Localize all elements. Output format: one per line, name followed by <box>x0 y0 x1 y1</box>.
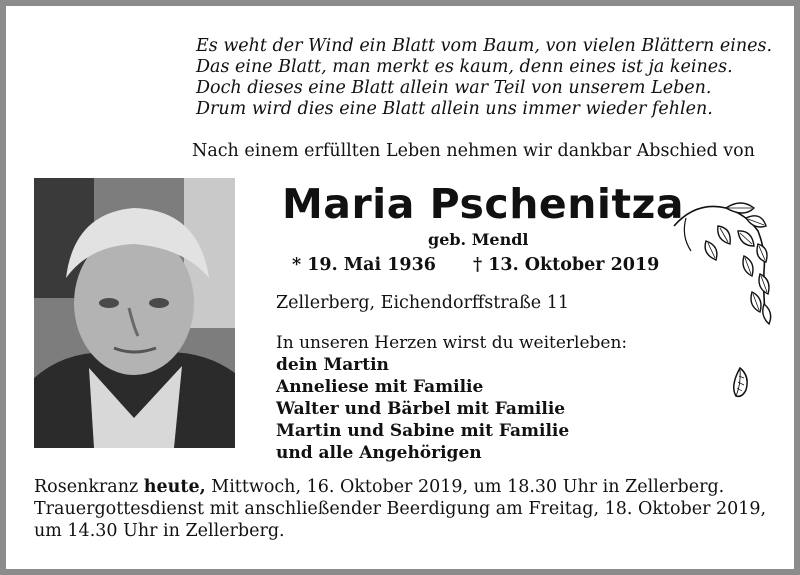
poem-line: Das eine Blatt, man merkt es kaum, denn eines ist ja keines. <box>196 57 733 77</box>
maiden-name: geb. Mendl <box>428 230 529 249</box>
mourner-name: dein Martin <box>276 355 389 375</box>
address: Zellerberg, Eichendorffstraße 11 <box>276 293 569 313</box>
funeral-line-2: um 14.30 Uhr in Zellerberg. <box>34 521 285 541</box>
mourner-name: Walter und Bärbel mit Familie <box>276 399 566 419</box>
leaf-branch-icon <box>666 196 776 335</box>
death-date: † 13. Oktober 2019 <box>473 255 660 275</box>
mourner-name: und alle Angehörigen <box>276 443 482 463</box>
funeral-line-1: Trauergottesdienst mit anschließender Beerdigung am Freitag, 18. Oktober 2019, <box>34 499 767 519</box>
portrait-photo <box>34 178 235 448</box>
mourners-block <box>276 332 627 464</box>
deceased-name: Maria Pschenitza <box>282 180 685 228</box>
service-details <box>34 476 779 542</box>
poem-line: Es weht der Wind ein Blatt vom Baum, von vielen Blättern eines. <box>196 36 773 56</box>
poem <box>196 36 796 120</box>
rosary-prefix: Rosenkranz <box>34 477 139 497</box>
rosary-details: Mittwoch, 16. Oktober 2019, um 18.30 Uhr in Zellerberg. <box>211 477 725 497</box>
birth-date: * 19. Mai 1936 <box>292 255 436 275</box>
poem-line: Doch dieses eine Blatt allein war Teil von unserem Leben. <box>196 78 712 98</box>
rosary-line <box>34 476 779 498</box>
rosary-today: heute, <box>143 477 206 497</box>
mourners-heading: In unseren Herzen wirst du weiterleben: <box>276 333 628 353</box>
mourner-name: Anneliese mit Familie <box>276 377 484 397</box>
mourner-name: Martin und Sabine mit Familie <box>276 421 570 441</box>
poem-line: Drum wird dies eine Blatt allein uns immer wieder fehlen. <box>196 99 713 119</box>
intro-text: Nach einem erfüllten Leben nehmen wir dankbar Abschied von <box>192 141 755 161</box>
falling-leaf-icon <box>728 366 752 404</box>
